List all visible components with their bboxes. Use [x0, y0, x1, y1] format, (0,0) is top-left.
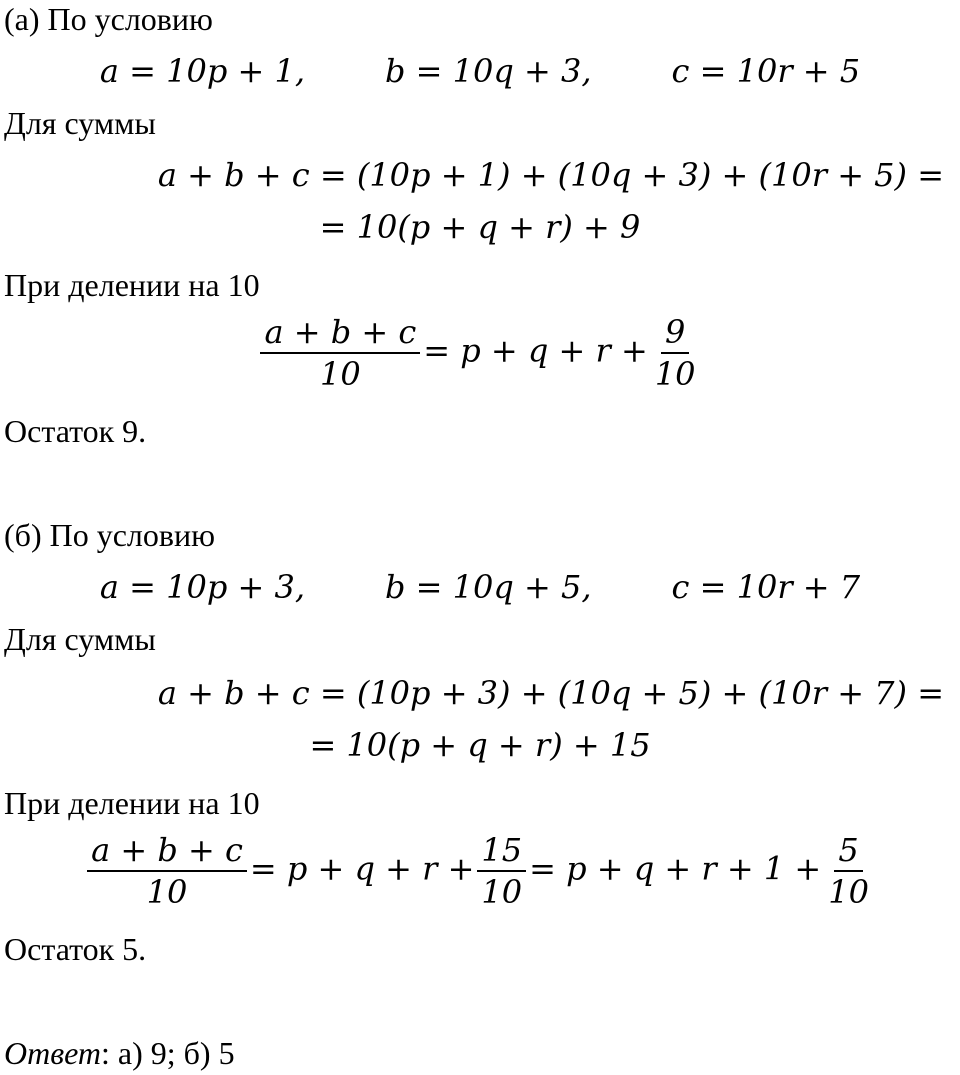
- part-a-div-label: При делении на 10: [4, 267, 260, 303]
- part-b-fraction-sum: [87, 832, 247, 910]
- part-b-cond-c: c = 10r + 7: [671, 568, 861, 606]
- answer-text: : а) 9; б) 5: [101, 1035, 235, 1071]
- part-b-frac2-num: 15: [477, 832, 526, 872]
- part-b-header: (б) По условию: [4, 517, 216, 553]
- answer-label: Ответ: [4, 1035, 101, 1071]
- part-a-eq-mid: = p + q + r +: [423, 331, 648, 370]
- part-b-frac1-num: a + b + c: [87, 832, 247, 872]
- part-a-fraction-remainder: [651, 314, 700, 392]
- part-b-remainder: Остаток 5.: [4, 931, 147, 967]
- part-b-sum-line2: = 10(p + q + r) + 15: [309, 726, 651, 764]
- part-b-eq-mid2: = p + q + r + 1 +: [529, 849, 822, 888]
- part-b-sum-label: Для суммы: [4, 621, 156, 657]
- part-a-cond-a: a = 10p + 1,: [99, 52, 305, 90]
- part-b-cond-a: a = 10p + 3,: [99, 568, 305, 606]
- part-a-cond-c: c = 10r + 5: [671, 52, 861, 90]
- part-a-frac2-den: 10: [654, 355, 696, 393]
- part-a-frac1-num: a + b + c: [260, 314, 420, 354]
- part-a-fraction-sum: [260, 314, 420, 392]
- part-a-frac2-num: 9: [661, 314, 689, 354]
- part-b-frac3-den: 10: [828, 873, 869, 911]
- part-a-division: [0, 314, 960, 392]
- part-b-conditions: [0, 568, 960, 606]
- part-b-frac1-den: 10: [146, 873, 188, 911]
- part-b-fraction-remainder: [824, 832, 873, 910]
- part-a-remainder: Остаток 9.: [4, 413, 147, 449]
- part-b-frac2-den: 10: [481, 873, 523, 911]
- part-a-cond-b: b = 10q + 3,: [384, 52, 592, 90]
- part-b-fraction-fifteen: [477, 832, 526, 910]
- part-b-div-label: При делении на 10: [4, 785, 260, 821]
- part-b-eq-mid1: = p + q + r +: [249, 849, 475, 888]
- part-a-header: (а) По условию: [4, 1, 213, 37]
- part-a-frac1-den: 10: [320, 355, 361, 393]
- part-b-frac3-num: 5: [834, 832, 862, 872]
- part-a-sum-line2: = 10(p + q + r) + 9: [319, 208, 641, 246]
- part-b-cond-b: b = 10q + 5,: [384, 568, 592, 606]
- part-b-sum-line1: a + b + c = (10p + 3) + (10q + 5) + (10r + 7) =: [157, 674, 944, 712]
- part-b-division: [0, 832, 960, 910]
- part-a-conditions: [0, 52, 960, 90]
- answer-line: [4, 1034, 960, 1072]
- part-a-sum-line1: a + b + c = (10p + 1) + (10q + 3) + (10r + 5) =: [157, 156, 944, 194]
- part-a-sum-label: Для суммы: [4, 105, 156, 141]
